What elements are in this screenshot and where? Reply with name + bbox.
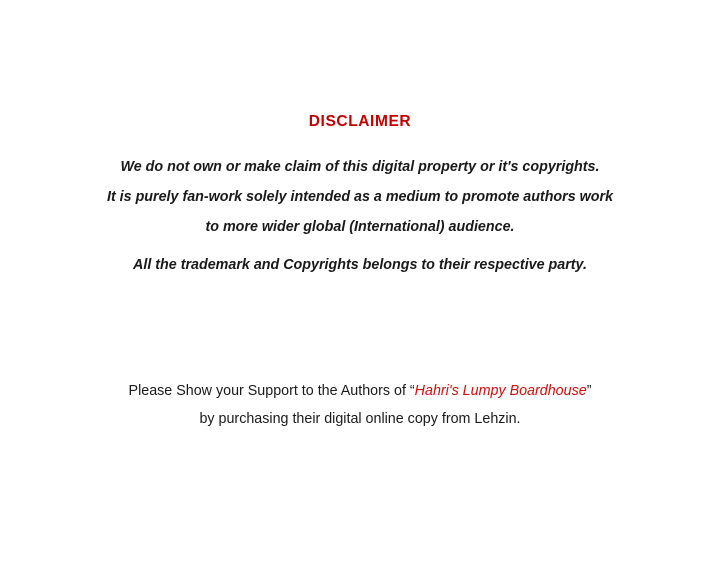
support-line-2: by purchasing their digital online copy from Lehzin. bbox=[199, 411, 521, 427]
disclaimer-line-1: We do not own or make claim of this digital property or it's copyrights. bbox=[120, 159, 600, 175]
open-quote: “ bbox=[409, 383, 415, 399]
disclaimer-line-4: All the trademark and Copyrights belongs to their respective party. bbox=[133, 257, 587, 273]
work-title: Hahri's Lumpy Boardhouse bbox=[414, 383, 587, 399]
support-line-1 bbox=[0, 377, 720, 405]
disclaimer-line-2: It is purely fan-work solely intended as a medium to promote authors work bbox=[106, 189, 614, 205]
disclaimer-text-block bbox=[0, 152, 720, 280]
close-quote: ” bbox=[586, 383, 592, 399]
paragraph-spacer bbox=[0, 242, 720, 250]
page-title: DISCLAIMER bbox=[308, 113, 412, 130]
support-prefix: Please Show your Support to the Authors of bbox=[128, 383, 410, 399]
disclaimer-line-3: to more wider global (International) audience. bbox=[205, 219, 515, 235]
support-text-block bbox=[0, 377, 720, 433]
